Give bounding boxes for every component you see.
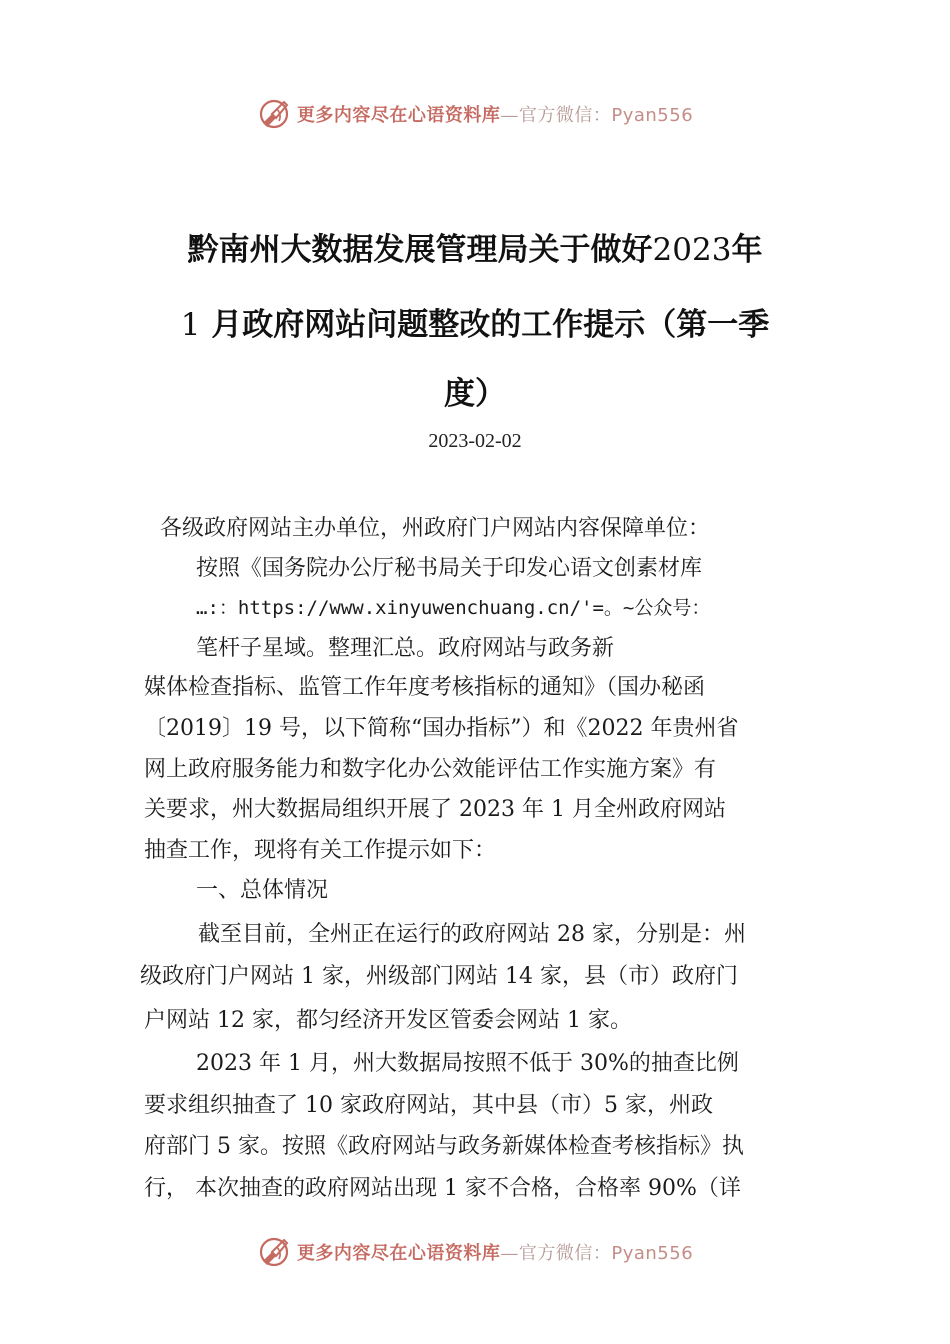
document-title-line-2: 1 月政府网站问题整改的工作提示（第一季 [180, 307, 770, 343]
document-title-line-3: 度） [444, 376, 506, 412]
body-line: 关要求，州大数据局组织开展了 2023 年 1 月全州政府网站 [144, 797, 726, 822]
watermark-banner-top [0, 94, 950, 134]
body-line: 2023 年 1 月，州大数据局按照不低于 30%的抽查比例 [196, 1051, 739, 1076]
body-line: 要求组织抽查了 10 家政府网站，其中县（市）5 家，州政 [144, 1093, 713, 1118]
body-line: 媒体检查指标、监管工作年度考核指标的通知》（国办秘函 [144, 675, 706, 700]
body-line: 府部门 5 家。按照《政府网站与政务新媒体检查考核指标》执 [144, 1134, 744, 1159]
body-line: 笔杆子星域。整理汇总。政府网站与政务新 [196, 636, 615, 661]
watermark-text: 更多内容尽在心语资料库—官方微信：Pyan556 [296, 1243, 694, 1264]
body-line: 〔2019〕19 号，以下简称“国办指标”）和《2022 年贵州省 [144, 716, 739, 741]
watermark-banner-bottom [0, 1232, 950, 1272]
publish-date: 2023-02-02 [428, 430, 522, 452]
body-line-url: …:：https://www.xinyuwenchuang.cn/'=。~公众号： [196, 597, 711, 619]
body-line: 抽查工作，现将有关工作提示如下： [144, 838, 497, 863]
body-line: 各级政府网站主办单位，州政府门户网站内容保障单位： [160, 516, 711, 541]
writing-hand-logo-icon [257, 97, 291, 131]
body-line: 按照《国务院办公厅秘书局关于印发心语文创素材库 [196, 556, 703, 581]
body-line: 截至目前，全州正在运行的政府网站 28 家，分别是：州 [198, 922, 746, 947]
document-title-line-1: 黔南州大数据发展管理局关于做好2023年 [187, 232, 763, 268]
watermark-text: 更多内容尽在心语资料库—官方微信：Pyan556 [296, 105, 694, 126]
section-heading: 一、总体情况 [196, 878, 329, 903]
body-line: 户网站 12 家，都匀经济开发区管委会网站 1 家。 [144, 1008, 632, 1033]
body-line: 网上政府服务能力和数字化办公效能评估工作实施方案》有 [144, 757, 717, 782]
body-line: 级政府门户网站 1 家，州级部门网站 14 家，县（市）政府门 [140, 964, 738, 989]
body-line: 行， 本次抽查的政府网站出现 1 家不合格，合格率 90%（详 [144, 1176, 741, 1201]
writing-hand-logo-icon [257, 1235, 291, 1269]
